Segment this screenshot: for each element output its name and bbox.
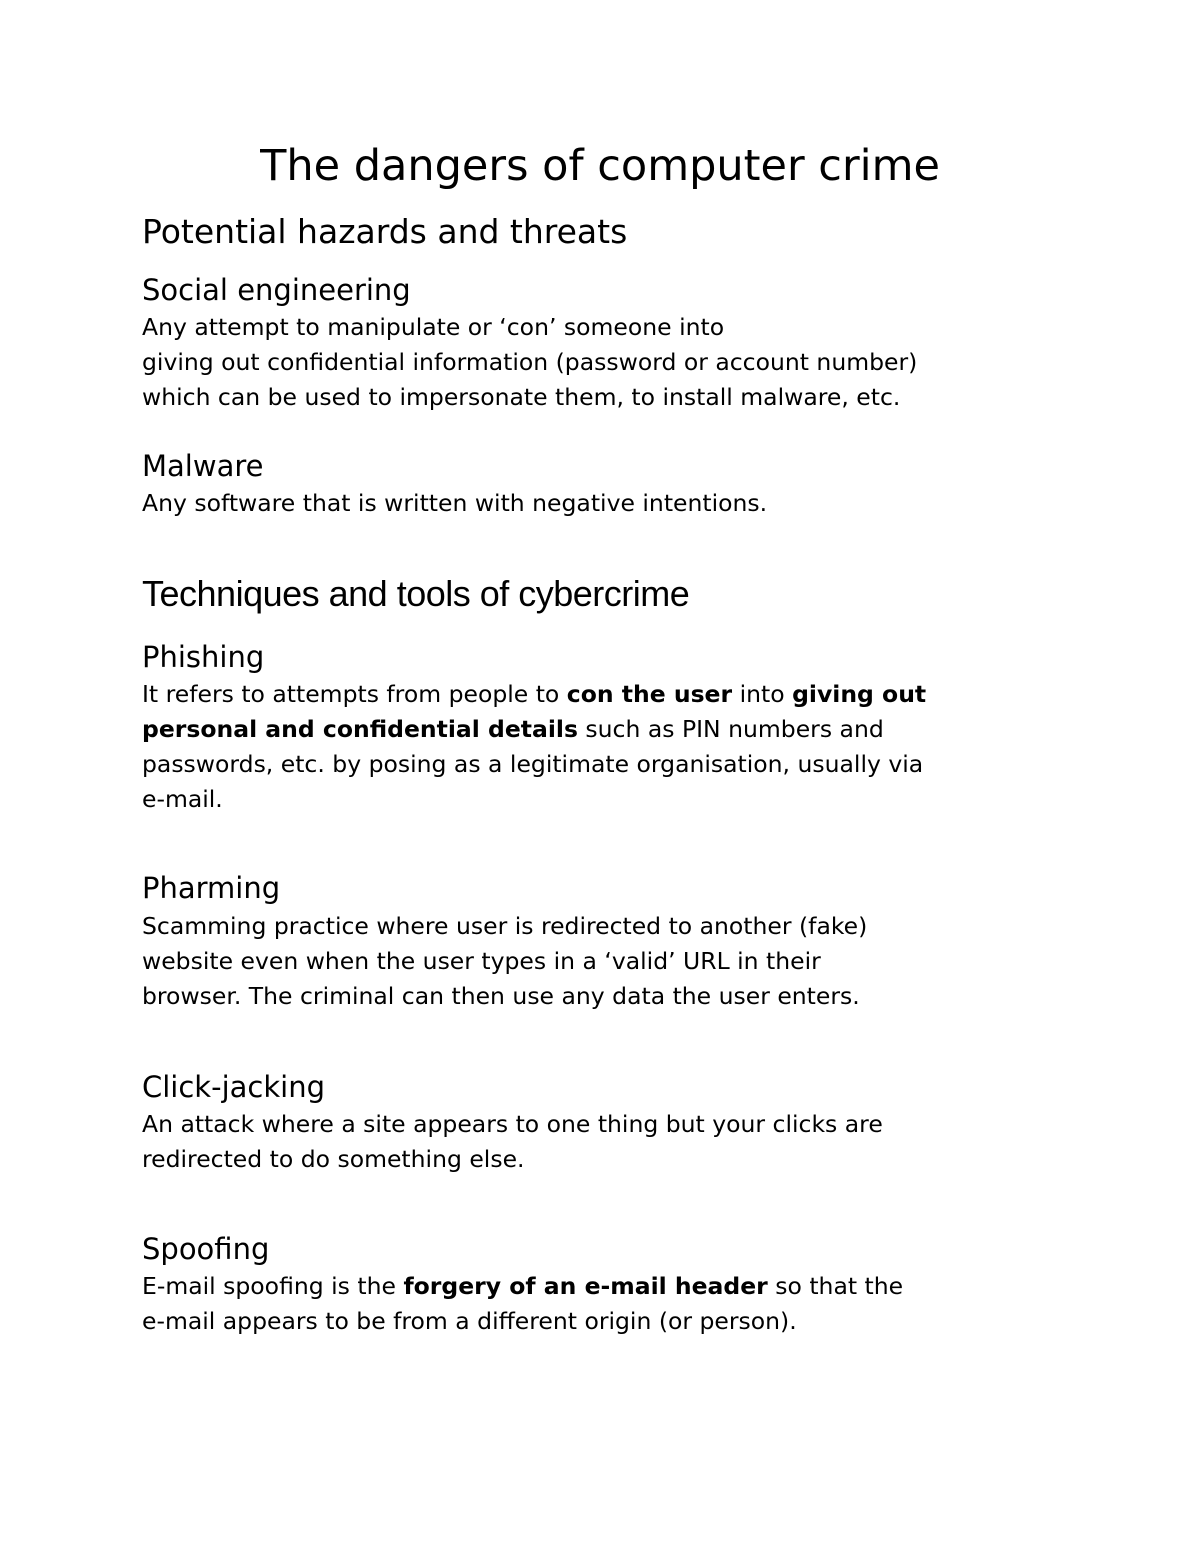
text-line — [142, 677, 1082, 712]
text-line: Any attempt to manipulate or ‘con’ someone into — [142, 313, 725, 341]
section-heading-techniques: Techniques and tools of cybercrime — [142, 573, 690, 614]
text-line: Any software that is written with negative intentions. — [142, 489, 768, 517]
subheading-click-jacking: Click-jacking — [142, 1070, 325, 1104]
text-line — [142, 712, 1082, 747]
text-run: so that the — [767, 1272, 904, 1300]
text-line: An attack where a site appears to one thing but your clicks are — [142, 1110, 883, 1138]
text-line: redirected to do something else. — [142, 1145, 525, 1173]
text-line: Scamming practice where user is redirected to another (fake) — [142, 912, 868, 940]
text-line: e-mail. — [142, 785, 223, 813]
emphasis-personal-details: personal and confidential details — [142, 715, 578, 743]
text-line — [142, 1269, 1082, 1304]
emphasis-giving-out: giving out — [792, 680, 927, 708]
text-run: E-mail spoofing is the — [142, 1272, 404, 1300]
pharming-paragraph — [142, 909, 1082, 1014]
section-heading-hazards: Potential hazards and threats — [142, 212, 628, 251]
document-title: The dangers of computer crime — [260, 141, 940, 191]
spoofing-paragraph — [142, 1269, 1082, 1339]
subheading-spoofing: Spoofing — [142, 1232, 270, 1266]
social-engineering-paragraph — [142, 310, 1082, 415]
subheading-pharming: Pharming — [142, 871, 281, 905]
text-line: which can be used to impersonate them, to install malware, etc. — [142, 383, 901, 411]
text-line: website even when the user types in a ‘valid’ URL in their — [142, 947, 821, 975]
click-jacking-paragraph — [142, 1107, 1082, 1177]
text-line: giving out confidential information (password or account number) — [142, 348, 918, 376]
emphasis-forgery: forgery of an e-mail header — [403, 1272, 768, 1300]
malware-paragraph — [142, 486, 1082, 521]
text-run: such as PIN numbers and — [577, 715, 884, 743]
text-line: browser. The criminal can then use any data the user enters. — [142, 982, 860, 1010]
text-line: e-mail appears to be from a different origin (or person). — [142, 1307, 797, 1335]
subheading-social-engineering: Social engineering — [142, 273, 411, 307]
phishing-paragraph — [142, 677, 1082, 817]
emphasis-con-the-user: con the user — [566, 680, 733, 708]
subheading-malware: Malware — [142, 449, 264, 483]
text-run: It refers to attempts from people to — [142, 680, 567, 708]
subheading-phishing: Phishing — [142, 640, 265, 674]
text-run: into — [732, 680, 793, 708]
text-line: passwords, etc. by posing as a legitimate organisation, usually via — [142, 750, 924, 778]
